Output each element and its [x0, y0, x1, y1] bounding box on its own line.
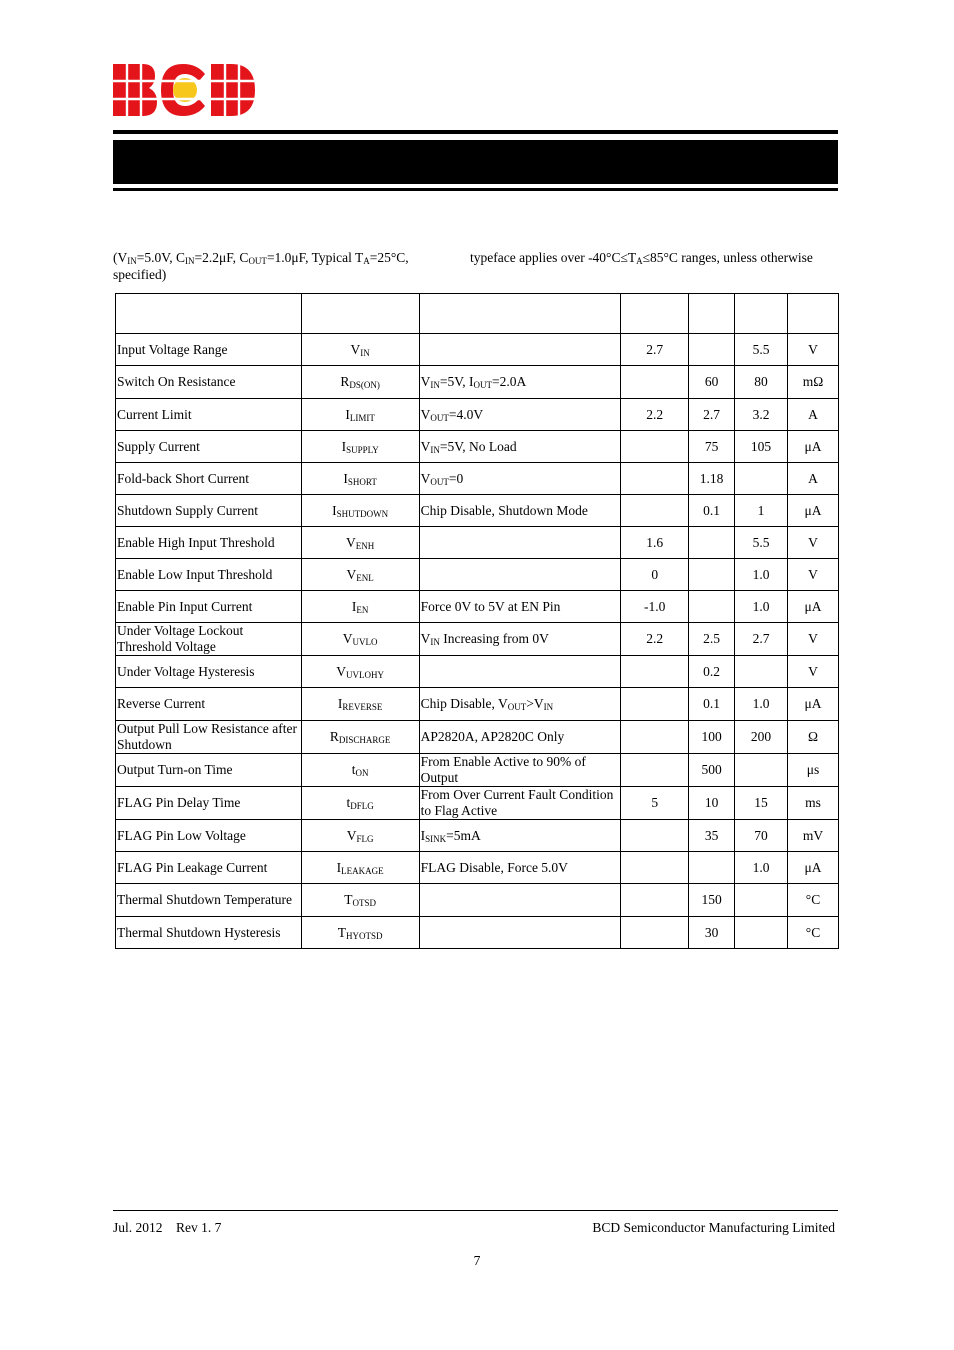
cell-conditions: $V_{OUT}=4.0V$ [419, 399, 621, 431]
cell-typ: 0.1 [689, 688, 735, 721]
cell-unit: μA [788, 688, 839, 721]
cell-min: 2.7 [621, 334, 689, 366]
cell-unit: mΩ [788, 366, 839, 399]
cell-conditions: From Enable Active to 90% of Output [419, 754, 621, 787]
cell-typ: 30 [689, 917, 735, 949]
cell-max [735, 656, 788, 688]
table-row [116, 431, 839, 463]
cell-typ: 35 [689, 820, 735, 852]
cell-conditions: $I_{SINK}=5mA$ [419, 820, 621, 852]
cell-param: FLAG Pin Low Voltage [116, 820, 302, 852]
footer-company: BCD Semiconductor Manufacturing Limited [592, 1220, 835, 1235]
table-row [116, 656, 839, 688]
header-rule-top [113, 130, 838, 134]
header-cell-typ [689, 294, 735, 334]
cell-max: 105 [735, 431, 788, 463]
cell-param: Fold-back Short Current [116, 463, 302, 495]
cell-typ: 10 [689, 787, 735, 820]
footer-date-revision: Jul. 2012 Rev 1. 7 [113, 1220, 222, 1235]
conditions-line-2: typeface applies over $-40^\circ C\le T_A\le 85^\circ C$ ranges, unless otherwise [470, 250, 813, 266]
cell-conditions [419, 884, 621, 917]
cell-min [621, 366, 689, 399]
cell-max: 80 [735, 366, 788, 399]
cell-typ: 2.7 [689, 399, 735, 431]
cell-param: Supply Current [116, 431, 302, 463]
cell-unit: V [788, 334, 839, 366]
cell-symbol: $V_{UVLOHY}$ [301, 656, 419, 688]
cell-typ: 0.1 [689, 495, 735, 527]
cell-param: Enable Low Input Threshold [116, 559, 302, 591]
cell-symbol: $t_{ON}$ [301, 754, 419, 787]
table-row [116, 366, 839, 399]
cell-max: 5.5 [735, 527, 788, 559]
cell-param: Reverse Current [116, 688, 302, 721]
cell-typ [689, 591, 735, 623]
cell-param: Switch On Resistance [116, 366, 302, 399]
header-cell-unit [788, 294, 839, 334]
cell-unit: °C [788, 884, 839, 917]
cell-min [621, 463, 689, 495]
cell-param: Shutdown Supply Current [116, 495, 302, 527]
cell-max: 3.2 [735, 399, 788, 431]
cell-max: 1.0 [735, 559, 788, 591]
cell-symbol: $I_{SUPPLY}$ [301, 431, 419, 463]
cell-unit: ms [788, 787, 839, 820]
cell-max: 200 [735, 721, 788, 754]
cell-param: Enable High Input Threshold [116, 527, 302, 559]
cell-min [621, 917, 689, 949]
cell-unit: V [788, 527, 839, 559]
cell-unit: V [788, 623, 839, 656]
cell-symbol: $V_{ENH}$ [301, 527, 419, 559]
cell-typ: 150 [689, 884, 735, 917]
cell-param: Enable Pin Input Current [116, 591, 302, 623]
cell-param: FLAG Pin Delay Time [116, 787, 302, 820]
cell-symbol: $I_{SHORT}$ [301, 463, 419, 495]
cell-min [621, 754, 689, 787]
cell-param: Output Pull Low Resistance after Shutdown [116, 721, 302, 754]
cell-min [621, 884, 689, 917]
cell-min [621, 852, 689, 884]
cell-param: Under Voltage Hysteresis [116, 656, 302, 688]
table-row [116, 399, 839, 431]
cell-conditions: Chip Disable, Shutdown Mode [419, 495, 621, 527]
cell-max: 1.0 [735, 688, 788, 721]
cell-max [735, 917, 788, 949]
table-row [116, 559, 839, 591]
footer-rule [113, 1210, 838, 1211]
cell-symbol: $I_{LEAKAGE}$ [301, 852, 419, 884]
cell-typ: 0.2 [689, 656, 735, 688]
header-cell-conditions [419, 294, 621, 334]
cell-max: 1.0 [735, 591, 788, 623]
cell-min: 0 [621, 559, 689, 591]
cell-symbol: $V_{UVLO}$ [301, 623, 419, 656]
header-cell-min [621, 294, 689, 334]
cell-unit: μA [788, 591, 839, 623]
cell-typ [689, 334, 735, 366]
cell-max: 15 [735, 787, 788, 820]
cell-min [621, 431, 689, 463]
table-row [116, 917, 839, 949]
cell-typ: 2.5 [689, 623, 735, 656]
bcd-logo [113, 64, 255, 116]
cell-min [621, 721, 689, 754]
cell-symbol: $I_{EN}$ [301, 591, 419, 623]
cell-min: -1.0 [621, 591, 689, 623]
cell-typ: 100 [689, 721, 735, 754]
cell-unit: μs [788, 754, 839, 787]
cell-param: Current Limit [116, 399, 302, 431]
cell-conditions: $V_{IN}$ Increasing from 0V [419, 623, 621, 656]
cell-conditions: AP2820A, AP2820C Only [419, 721, 621, 754]
table-row [116, 463, 839, 495]
cell-max: 1.0 [735, 852, 788, 884]
cell-symbol: $T_{HYOTSD}$ [301, 917, 419, 949]
table-row [116, 527, 839, 559]
cell-conditions: Force 0V to 5V at EN Pin [419, 591, 621, 623]
cell-symbol: $V_{IN}$ [301, 334, 419, 366]
table-row [116, 754, 839, 787]
cell-min [621, 495, 689, 527]
cell-symbol: $V_{FLG}$ [301, 820, 419, 852]
table-row [116, 591, 839, 623]
cell-unit: μA [788, 852, 839, 884]
cell-typ: 1.18 [689, 463, 735, 495]
cell-conditions [419, 334, 621, 366]
cell-min [621, 820, 689, 852]
conditions-line-1: ($V_{IN}=5.0V$, $C_{IN}=2.2\mu F$, $C_{OUT}=1.0\mu F$, Typical $T_A=25^\circ C$, [113, 250, 409, 266]
cell-unit: mV [788, 820, 839, 852]
page-number: 7 [473, 1253, 481, 1268]
table-row [116, 334, 839, 366]
cell-unit: Ω [788, 721, 839, 754]
cell-min: 2.2 [621, 399, 689, 431]
cell-max: 1 [735, 495, 788, 527]
cell-typ [689, 559, 735, 591]
table-row [116, 688, 839, 721]
cell-typ: 75 [689, 431, 735, 463]
cell-param: Under Voltage Lockout Threshold Voltage [116, 623, 302, 656]
cell-conditions: FLAG Disable, Force 5.0V [419, 852, 621, 884]
cell-min: 2.2 [621, 623, 689, 656]
cell-unit: °C [788, 917, 839, 949]
table-header-row [116, 294, 839, 334]
cell-param: Output Turn-on Time [116, 754, 302, 787]
cell-symbol: $T_{OTSD}$ [301, 884, 419, 917]
cell-conditions [419, 656, 621, 688]
table-row [116, 623, 839, 656]
table-row [116, 884, 839, 917]
cell-max [735, 463, 788, 495]
header-cell-max [735, 294, 788, 334]
cell-typ: 60 [689, 366, 735, 399]
cell-symbol: $t_{DFLG}$ [301, 787, 419, 820]
cell-conditions: $V_{IN}=5V$, No Load [419, 431, 621, 463]
cell-param: FLAG Pin Leakage Current [116, 852, 302, 884]
cell-max: 5.5 [735, 334, 788, 366]
cell-typ: 500 [689, 754, 735, 787]
cell-max [735, 754, 788, 787]
electrical-characteristics-table [115, 293, 839, 949]
cell-typ [689, 527, 735, 559]
cell-param: Thermal Shutdown Temperature [116, 884, 302, 917]
cell-unit: V [788, 559, 839, 591]
header-rule-bottom [113, 188, 838, 191]
cell-conditions: $V_{OUT}=0$ [419, 463, 621, 495]
table-row [116, 820, 839, 852]
cell-conditions [419, 917, 621, 949]
table-row [116, 721, 839, 754]
cell-min [621, 656, 689, 688]
cell-conditions [419, 559, 621, 591]
conditions-line-3: specified) [113, 267, 167, 282]
table-row [116, 495, 839, 527]
cell-param: Input Voltage Range [116, 334, 302, 366]
cell-typ [689, 852, 735, 884]
cell-unit: A [788, 399, 839, 431]
cell-symbol: $V_{ENL}$ [301, 559, 419, 591]
cell-unit: μA [788, 431, 839, 463]
cell-conditions: Chip Disable, $V_{OUT}>V_{IN}$ [419, 688, 621, 721]
cell-conditions [419, 527, 621, 559]
cell-param: Thermal Shutdown Hysteresis [116, 917, 302, 949]
cell-unit: μA [788, 495, 839, 527]
cell-symbol: $I_{REVERSE}$ [301, 688, 419, 721]
header-cell-symbol [301, 294, 419, 334]
cell-symbol: $I_{LIMIT}$ [301, 399, 419, 431]
cell-max: 2.7 [735, 623, 788, 656]
cell-symbol: $R_{DS(ON)}$ [301, 366, 419, 399]
cell-symbol: $R_{DISCHARGE}$ [301, 721, 419, 754]
cell-max: 70 [735, 820, 788, 852]
cell-symbol: $I_{SHUTDOWN}$ [301, 495, 419, 527]
section-title-bar [113, 140, 838, 184]
cell-conditions: From Over Current Fault Condition to Flag Active [419, 787, 621, 820]
cell-min [621, 688, 689, 721]
cell-unit: V [788, 656, 839, 688]
cell-min: 1.6 [621, 527, 689, 559]
cell-unit: A [788, 463, 839, 495]
table-row [116, 852, 839, 884]
header-cell-parameter [116, 294, 302, 334]
cell-min: 5 [621, 787, 689, 820]
cell-max [735, 884, 788, 917]
table-row [116, 787, 839, 820]
cell-conditions: $V_{IN}=5V$, $I_{OUT}=2.0A$ [419, 366, 621, 399]
